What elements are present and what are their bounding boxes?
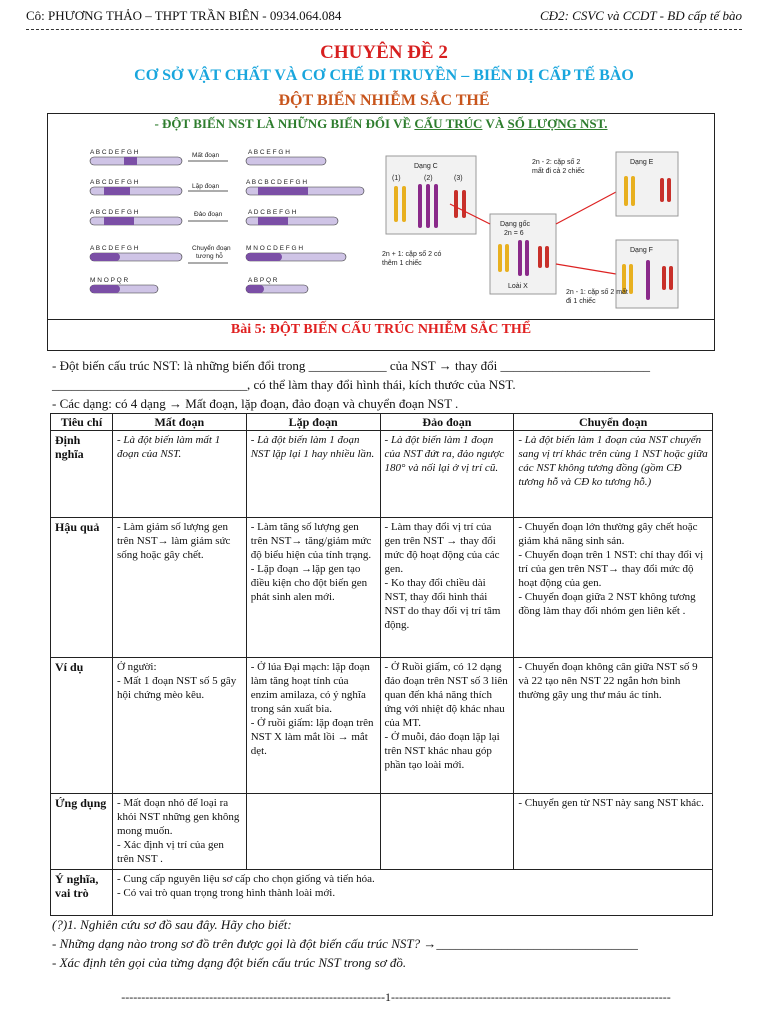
cell-line: - Xác định vị trí của gen trên NST . xyxy=(116,839,224,865)
topic-title: ĐỘT BIẾN NHIỄM SẮC THỂ xyxy=(278,92,490,109)
table-row xyxy=(51,658,713,794)
cell-line: - Ở lúa Đại mạch: lặp đoạn làm tăng hoạt tính của enzim amilaza, có ý nghĩa trong sản xuất bia. xyxy=(250,661,370,715)
chromosome xyxy=(90,187,182,195)
lesson-title-box xyxy=(47,318,715,351)
chromosome-segment xyxy=(246,253,282,261)
pair-2-label: (2) xyxy=(424,175,433,182)
chromosome xyxy=(434,184,438,228)
row-heading: Ví dụ xyxy=(51,658,113,794)
form-f-label: Dạng F xyxy=(630,247,653,254)
species-x-label: Loài X xyxy=(508,283,528,290)
table-cell xyxy=(112,658,246,794)
table-cell xyxy=(246,794,380,870)
form-c-note-2: thêm 1 chiếc xyxy=(382,260,422,267)
cell-line: - Chuyển đoạn lớn thường gây chết hoặc giảm khả năng sinh sản. xyxy=(518,521,698,547)
row1-left-label: A B C D E F G H xyxy=(90,149,139,156)
table-cell xyxy=(246,658,380,794)
footer-dash-right: ---------------------------------------------------------------------- xyxy=(391,990,671,1004)
chromosome xyxy=(629,264,633,294)
row2-left-label: A B C D E F G H xyxy=(90,179,139,186)
chromosome-segment xyxy=(104,217,134,225)
row-heading: Định nghĩa xyxy=(51,431,113,518)
cell-line: - Ở ruồi giấm: lặp đoạn trên NST X làm mắt lồi → mắt dẹt. xyxy=(250,717,374,757)
form-e-label: Dạng E xyxy=(630,159,654,166)
cell-line: - Có vai trò quan trọng trong hình thành loài mới. xyxy=(116,887,336,899)
cell-line: - Làm tăng số lượng gen trên NST→ tăng/giảm mức độ biểu hiện của tính trạng. xyxy=(250,521,372,561)
cell-line: - Ko thay đổi chiều dài NST, thay đổi hình thái NST do thay đổi vị trí tâm động. xyxy=(384,577,501,631)
table-row xyxy=(51,794,713,870)
lesson-title: Bài 5: ĐỘT BIẾN CẤU TRÚC NHIỄM SẮC THỂ xyxy=(230,322,532,337)
intro-caption xyxy=(48,116,714,132)
table-cell: - Là đột biến làm 1 đoạn của NST chuyển sang vị trí khác trên cùng 1 NST hoặc giữa các NST không tương đồng (gồm CĐ tương hỗ và CĐ ko tương hỗ.) xyxy=(514,431,713,518)
chromosome-segment xyxy=(246,285,264,293)
table-cell xyxy=(380,518,514,658)
original-form-label: Dạng gốc xyxy=(500,221,530,228)
header-right: CĐ2: CSVC và CCDT - BD cấp tế bào xyxy=(540,8,742,23)
page-number: 1 xyxy=(385,990,391,1004)
chromosome xyxy=(631,176,635,206)
chromosome xyxy=(462,190,466,218)
form-e-note-2: mất đi cả 2 chiếc xyxy=(532,168,585,175)
header-divider xyxy=(26,29,742,30)
row3-arrow-label: Đảo đoạn xyxy=(194,211,223,218)
chromosome xyxy=(394,186,398,222)
chromosome-segment xyxy=(258,187,308,195)
chromosome xyxy=(426,184,430,228)
arrow xyxy=(556,264,616,274)
chromosome xyxy=(662,266,666,290)
chromosome xyxy=(545,246,549,268)
table-cell: - Chuyển đoạn không cân giữa NST số 9 và 22 tạo nên NST 22 ngắn hơn bình thường gây ung thư máu ác tính. xyxy=(514,658,713,794)
chromosome xyxy=(646,260,650,300)
footer-dash-left: ------------------------------------------------------------------ xyxy=(121,990,385,1004)
table-cell: - Là đột biến làm 1 đoạn của NST đứt ra, đảo ngược 180° và nối lại ở vị trí cũ. xyxy=(380,431,514,518)
intro-box xyxy=(47,113,715,320)
row1-right-label: A B C E F G H xyxy=(248,149,290,156)
chromosome xyxy=(660,178,664,202)
chromosome-segment xyxy=(104,187,130,195)
page-footer xyxy=(64,990,728,1005)
table-header: Đảo đoạn xyxy=(380,414,514,431)
chromosome xyxy=(402,186,406,222)
chromosome xyxy=(669,266,673,290)
chromosome xyxy=(90,217,182,225)
cell-line: - Chuyển đoạn giữa 2 NST không tương đồng làm thay đổi nhóm gen liên kết . xyxy=(518,591,696,617)
row4-right-label: M N O C D E F G H xyxy=(246,245,304,252)
cell-line: - Lặp đoạn →lặp gen tạo điều kiện cho đột biến gen phát sinh alen mới. xyxy=(250,563,368,603)
chromosome xyxy=(505,244,509,272)
table-row xyxy=(51,518,713,658)
chromosome xyxy=(418,184,422,228)
question-1: - Những dạng nào trong sơ đồ trên được gọi là đột biến cấu trúc NST? →_______________________________ xyxy=(52,936,638,951)
mutation-table xyxy=(50,413,713,916)
table-row xyxy=(51,870,713,916)
chromosome xyxy=(498,244,502,272)
row4-left-label: A B C D E F G H xyxy=(90,245,139,252)
row-heading: Hậu quả xyxy=(51,518,113,658)
table-cell xyxy=(380,658,514,794)
chromosome xyxy=(246,157,326,165)
form-f-note-2: đi 1 chiếc xyxy=(566,298,596,305)
row4-arrow-label-2: tương hỗ xyxy=(196,253,223,260)
row1-arrow-label: Mất đoạn xyxy=(192,152,220,159)
structural-mutation-diagram xyxy=(88,144,388,314)
chromosome xyxy=(667,178,671,202)
chromosome xyxy=(454,190,458,218)
chromosome xyxy=(538,246,542,268)
chromosome-segment xyxy=(258,217,288,225)
row5-left-label: M N O P Q R xyxy=(90,277,129,284)
caption-underline-1: CẤU TRÚC xyxy=(414,116,483,131)
page-header xyxy=(26,8,742,28)
subtitle: CƠ SỞ VẬT CHẤT VÀ CƠ CHẾ DI TRUYỀN – BIẾN DỊ CẤP TẾ BÀO xyxy=(134,67,634,84)
table-header: Lặp đoạn xyxy=(246,414,380,431)
table-cell: - Chuyển gen từ NST này sang NST khác. xyxy=(514,794,713,870)
table-cell xyxy=(112,794,246,870)
pair-1-label: (1) xyxy=(392,175,401,182)
row-heading: Ứng dụng xyxy=(51,794,113,870)
main-title: CHUYÊN ĐỀ 2 xyxy=(320,42,448,63)
row3-right-label: A D C B E F G H xyxy=(248,209,297,216)
cell-line: - Làm thay đổi vị trí của gen trên NST → thay đổi mức độ hoạt động của các gen. xyxy=(384,521,500,575)
form-f-note-1: 2n - 1: cặp số 2 mất xyxy=(566,289,628,296)
cell-line: - Ở muỗi, đảo đoạn lặp lại trên NST khác nhau góp phần tạo loài mới. xyxy=(384,731,500,771)
row2-arrow-label: Lặp đoạn xyxy=(192,183,220,190)
cell-line: - Chuyển đoạn trên 1 NST: chỉ thay đổi vị trí của gen trên NST→ thay đổi mức độ hoạt động của gen. xyxy=(518,549,704,589)
definition-line-2: ______________________________, có thể làm thay đổi hình thái, kích thước của NST. xyxy=(52,377,516,392)
row2-right-label: A B C B C D E F G H xyxy=(246,179,308,186)
chromosome xyxy=(624,176,628,206)
form-c-label: Dạng C xyxy=(414,163,438,170)
original-form-count: 2n = 6 xyxy=(504,230,524,237)
chromosome xyxy=(525,240,529,276)
table-cell: - Là đột biến làm mất 1 đoạn của NST. xyxy=(112,431,246,518)
question-2: - Xác định tên gọi của từng dạng đột biến cấu trúc NST trong sơ đồ. xyxy=(52,955,407,970)
table-cell: - Làm giảm số lượng gen trên NST→ làm giảm sức sống hoặc gây chết. xyxy=(112,518,246,658)
header-left: Cô: PHƯƠNG THẢO – THPT TRẦN BIÊN - 0934.064.084 xyxy=(26,8,342,23)
chromosome-segment xyxy=(124,157,137,165)
table-header: Tiêu chí xyxy=(51,414,113,431)
cell-line: - Ở Ruồi giấm, có 12 dạng đảo đoạn trên NST số 3 liên quan đến khả năng thích ứng với nhiệt độ khác nhau của MT. xyxy=(384,661,508,729)
table-cell xyxy=(514,518,713,658)
caption-text-1: - ĐỘT BIẾN NST LÀ NHỮNG BIẾN ĐỔI VỀ xyxy=(154,116,415,131)
caption-text-2: VÀ xyxy=(482,116,508,131)
question-intro: (?)1. Nghiên cứu sơ đồ sau đây. Hãy cho biết: xyxy=(52,917,292,932)
cell-line: - Mất 1 đoạn NST số 5 gây hội chứng mèo kêu. xyxy=(116,675,237,701)
table-header: Mất đoạn xyxy=(112,414,246,431)
table-header-row xyxy=(51,414,713,431)
chromosome-segment xyxy=(90,253,120,261)
row5-right-label: A B P Q R xyxy=(248,277,278,284)
caption-underline-2: SỐ LƯỢNG NST. xyxy=(507,116,608,131)
types-line: - Các dạng: có 4 dạng → Mất đoạn, lặp đoạn, đảo đoạn và chuyển đoạn NST . xyxy=(52,396,459,411)
table-cell xyxy=(112,870,712,916)
pair-3-label: (3) xyxy=(454,175,463,182)
form-c-note-1: 2n + 1: cặp số 2 có xyxy=(382,251,442,258)
cell-line: - Mất đoạn nhỏ để loại ra khỏi NST những gen không mong muốn. xyxy=(116,797,240,837)
numerical-mutation-diagram xyxy=(380,144,680,314)
chromosome-segment xyxy=(90,285,120,293)
definition-line-1: - Đột biến cấu trúc NST: là những biến đổi trong ____________ của NST → thay đổi _______________________ xyxy=(52,358,650,373)
row-heading: Ý nghĩa, vai trò xyxy=(51,870,113,916)
table-cell xyxy=(380,794,514,870)
chromosome xyxy=(518,240,522,276)
table-cell: - Là đột biến làm 1 đoạn NST lặp lại 1 hay nhiều lần. xyxy=(246,431,380,518)
cell-line: - Cung cấp nguyên liệu sơ cấp cho chọn giống và tiến hóa. xyxy=(116,873,375,885)
row3-left-label: A B C D E F G H xyxy=(90,209,139,216)
arrow xyxy=(556,192,616,224)
cell-line: Ở người: xyxy=(116,661,157,673)
row4-arrow-label-1: Chuyển đoạn xyxy=(192,245,231,252)
table-header: Chuyển đoạn xyxy=(514,414,713,431)
table-cell xyxy=(246,518,380,658)
form-e-note-1: 2n - 2: cặp số 2 xyxy=(532,159,581,166)
table-row xyxy=(51,431,713,518)
